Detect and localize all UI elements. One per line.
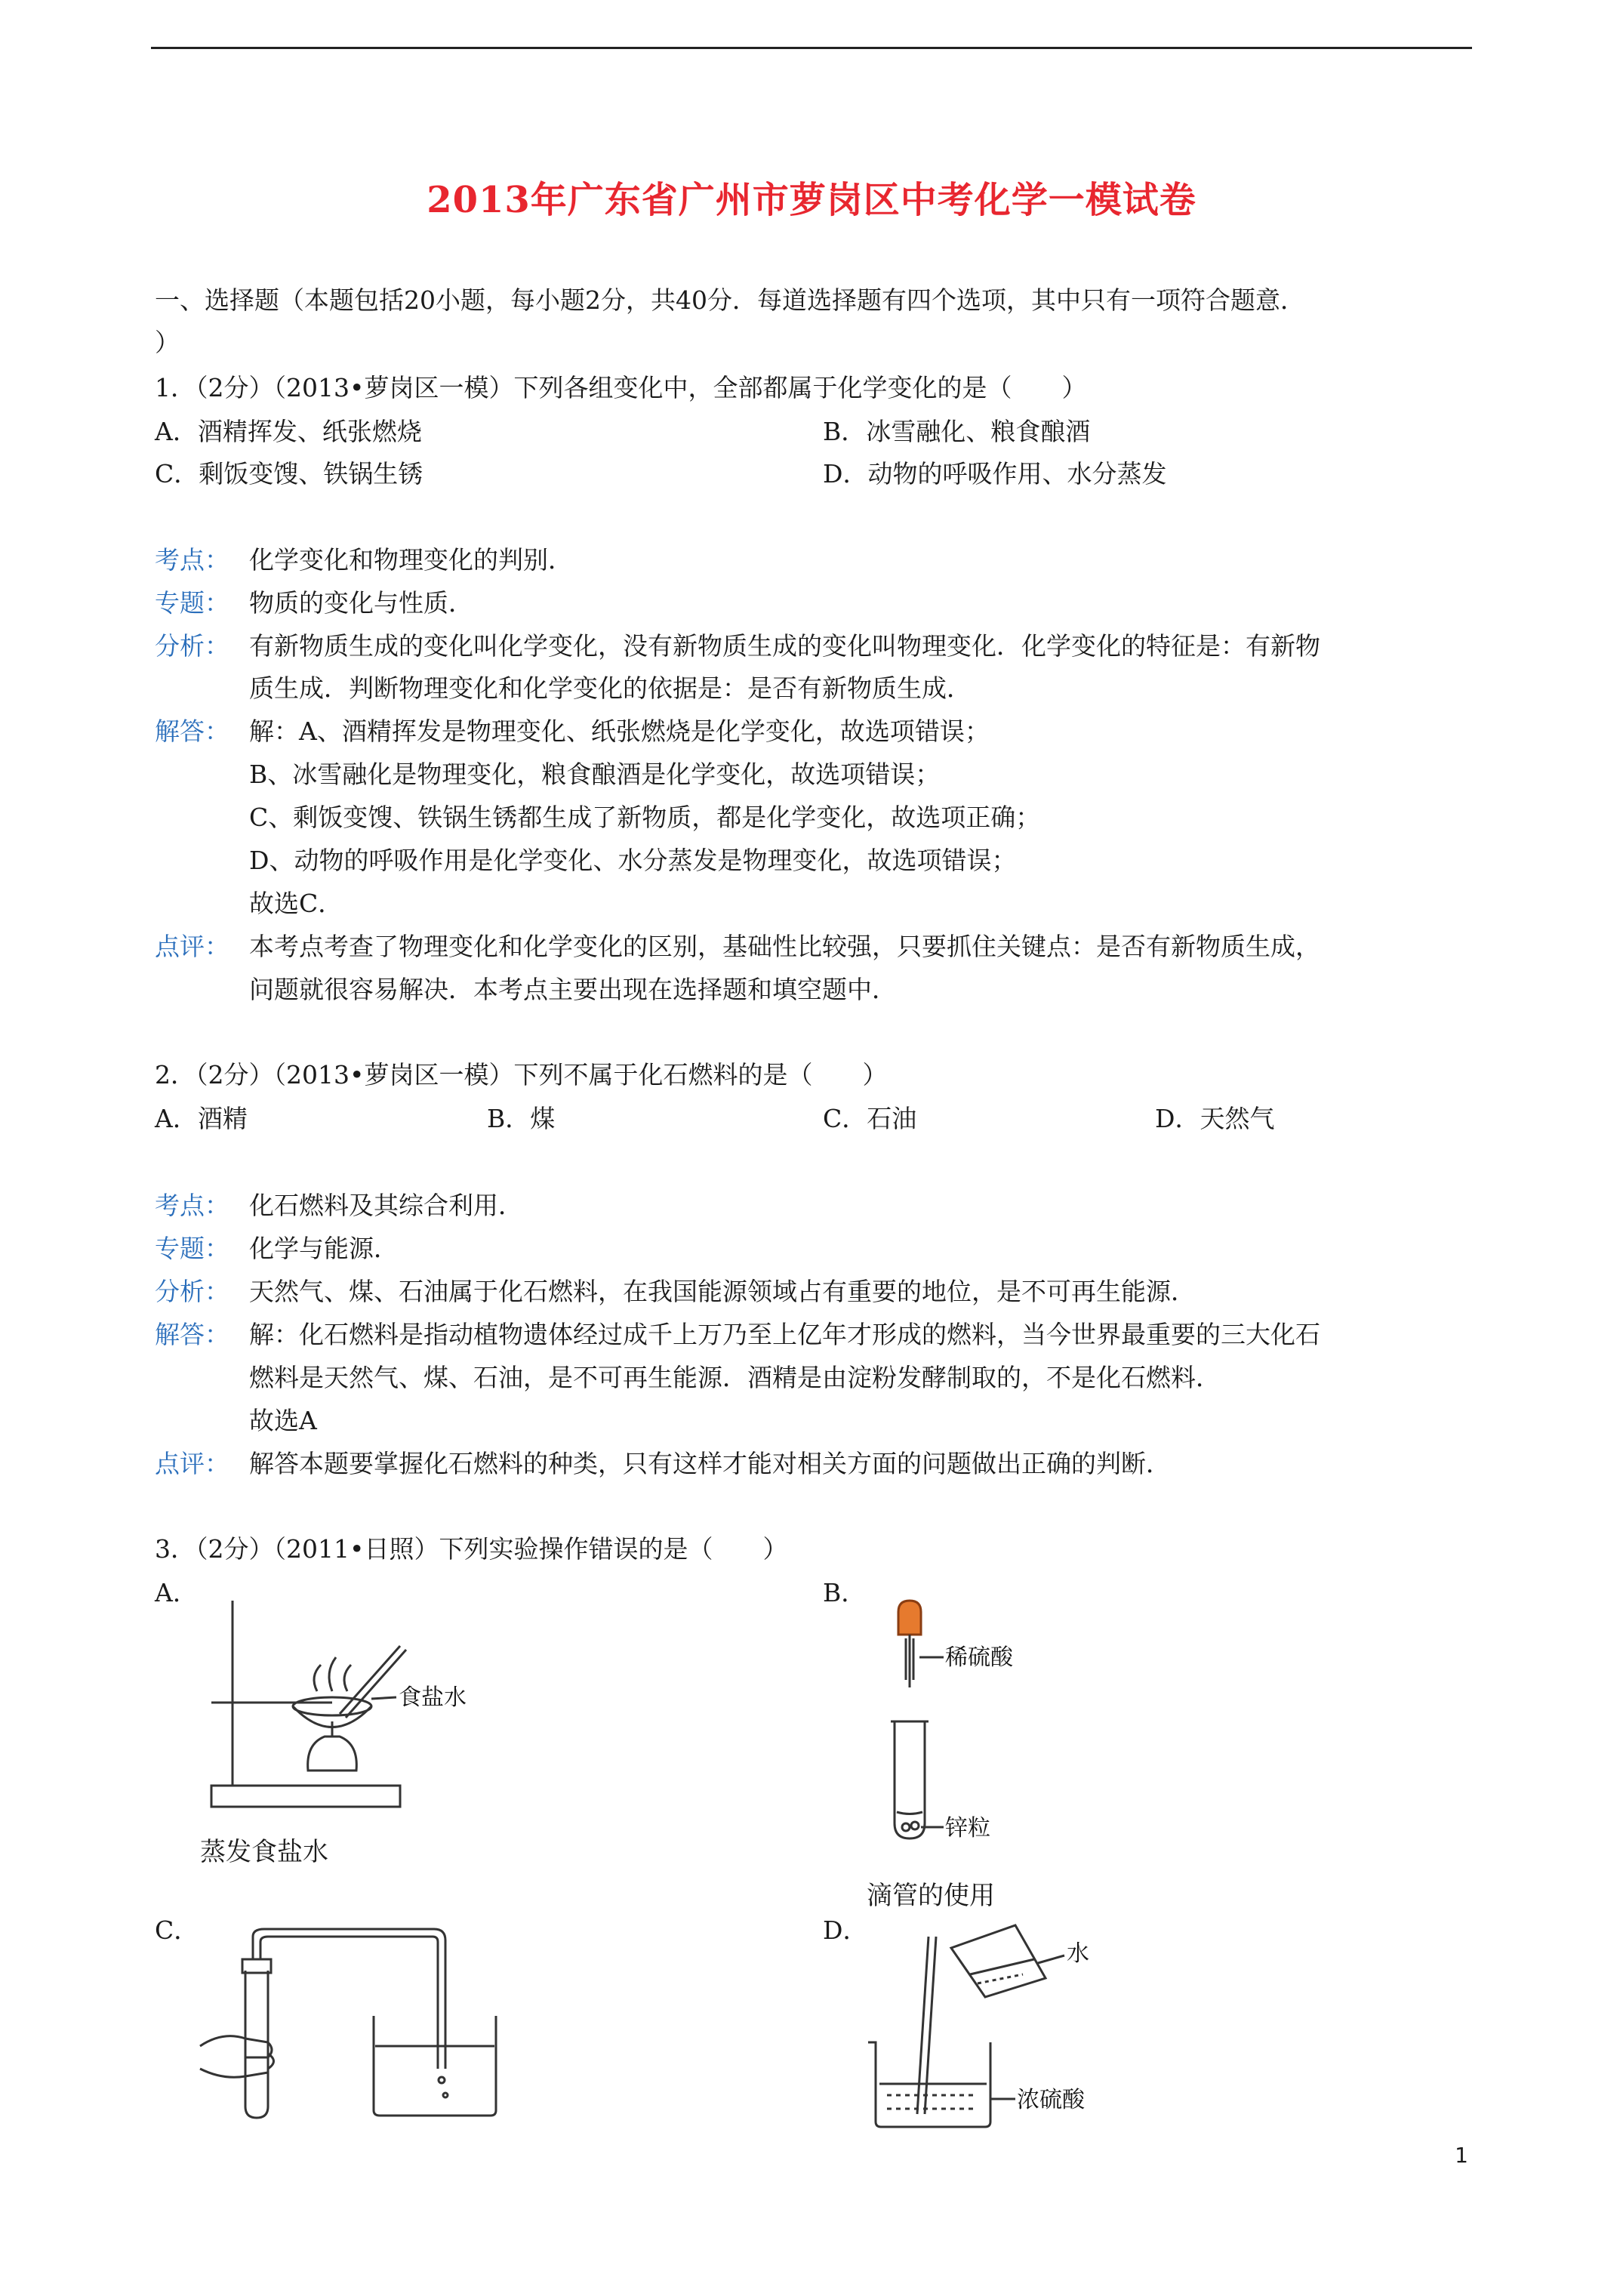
q2-option-a: A．酒精 — [155, 1104, 248, 1133]
q1-dianping-1: 本考点考查了物理变化和化学变化的区别，基础性比较强，只要抓住关键点：是否有新物质生成， — [249, 932, 1320, 961]
q1-jieda-5: 故选C． — [249, 889, 343, 918]
q1-option-c: C．剩饭变馊、铁锅生锈 — [155, 459, 423, 488]
q1-fenxi-label: 分析： — [155, 631, 229, 661]
q2-jieda-label: 解答： — [155, 1320, 229, 1349]
section-heading: 一、选择题（本题包括20小题，每小题2分，共40分．每道选择题有四个选项，其中只有一项符合题意． — [155, 285, 1305, 315]
section-heading-cont: ） — [155, 328, 180, 357]
q1-kaodian-label: 考点： — [155, 545, 229, 575]
q2-jieda-1: 解：化石燃料是指动植物遗体经过成千上万乃至上亿年才形成的燃料，当今世界最重要的三大化石 — [249, 1320, 1320, 1349]
q3-option-c: C． — [155, 1915, 199, 1945]
q2-jieda-3: 故选A — [249, 1406, 317, 1435]
q1-zhuanti-label: 专题： — [155, 588, 229, 618]
q2-kaodian-label: 考点： — [155, 1191, 229, 1220]
q2-dianping-label: 点评： — [155, 1449, 229, 1478]
q3-stem: 3．（2分）（2011•日照）下列实验操作错误的是（ ） — [155, 1534, 788, 1564]
q2-option-b: B．煤 — [487, 1104, 556, 1133]
q1-fenxi-1: 有新物质生成的变化叫化学变化，没有新物质生成的变化叫物理变化．化学变化的特征是：有新物 — [249, 631, 1320, 661]
q1-option-b: B．冰雪融化、粮食酿酒 — [823, 417, 1091, 446]
q1-kaodian: 化学变化和物理变化的判别． — [249, 545, 573, 575]
q3-option-b: B． — [823, 1578, 867, 1607]
figure-b-label-zinc: 锌粒 — [945, 1815, 990, 1841]
figure-a-label: 食盐水 — [399, 1684, 467, 1711]
q1-jieda-3: C、剩饭变馊、铁锅生锈都生成了新物质，都是化学变化，故选项正确； — [249, 803, 1041, 832]
q1-jieda-label: 解答： — [155, 717, 229, 746]
q2-option-d: D．天然气 — [1155, 1104, 1275, 1133]
q1-zhuanti: 物质的变化与性质． — [249, 588, 473, 618]
q3-option-d: D． — [823, 1915, 868, 1945]
figure-b-label-acid: 稀硫酸 — [945, 1644, 1013, 1671]
q1-fenxi-2: 质生成．判断物理变化和化学变化的依据是：是否有新物质生成． — [249, 673, 972, 703]
q1-dianping-2: 问题就很容易解决．本考点主要出现在选择题和填空题中． — [249, 975, 897, 1004]
q2-zhuanti-label: 专题： — [155, 1234, 229, 1263]
q2-zhuanti: 化学与能源． — [249, 1234, 399, 1263]
q1-jieda-2: B、冰雪融化是物理变化，粮食酿酒是化学变化，故选项错误； — [249, 760, 941, 789]
figure-b-caption: 滴管的使用 — [867, 1881, 995, 1911]
q1-option-d: D．动物的呼吸作用、水分蒸发 — [823, 459, 1167, 488]
header-rule — [151, 47, 1472, 49]
figure-a-caption: 蒸发食盐水 — [200, 1837, 328, 1867]
q1-jieda-1: 解：A、酒精挥发是物理变化、纸张燃烧是化学变化，故选项错误； — [249, 717, 990, 746]
q2-fenxi: 天然气、煤、石油属于化石燃料，在我国能源领域占有重要的地位，是不可再生能源． — [249, 1277, 1196, 1306]
q2-stem: 2．（2分）（2013•萝岗区一模）下列不属于化石燃料的是（ ） — [155, 1060, 888, 1089]
q2-fenxi-label: 分析： — [155, 1277, 229, 1306]
q2-jieda-2: 燃料是天然气、煤、石油，是不可再生能源．酒精是由淀粉发酵制取的，不是化石燃料． — [249, 1363, 1221, 1392]
q2-dianping: 解答本题要掌握化石燃料的种类，只有这样才能对相关方面的问题做出正确的判断． — [249, 1449, 1171, 1478]
page-number: 1 — [1455, 2143, 1468, 2168]
q2-option-c: C．石油 — [823, 1104, 917, 1133]
figure-d-label-acid: 浓硫酸 — [1017, 2087, 1085, 2113]
figure-c-airtightness — [192, 1918, 525, 2122]
figure-d-dilution — [864, 1922, 1151, 2133]
figure-d-label-water: 水 — [1067, 1940, 1089, 1967]
q1-dianping-label: 点评： — [155, 932, 229, 961]
q3-option-a: A． — [155, 1578, 198, 1607]
q2-kaodian: 化石燃料及其综合利用． — [249, 1191, 523, 1220]
figure-a-evaporation — [196, 1586, 498, 1820]
q1-stem: 1．（2分）（2013•萝岗区一模）下列各组变化中，全部都属于化学变化的是（ ） — [155, 373, 1087, 402]
page-title: 2013年广东省广州市萝岗区中考化学一模试卷 — [427, 179, 1196, 221]
figure-b-dropper — [868, 1597, 1095, 1846]
q1-option-a: A．酒精挥发、纸张燃烧 — [155, 417, 422, 446]
q1-jieda-4: D、动物的呼吸作用是化学变化、水分蒸发是物理变化，故选项错误； — [249, 846, 1017, 875]
